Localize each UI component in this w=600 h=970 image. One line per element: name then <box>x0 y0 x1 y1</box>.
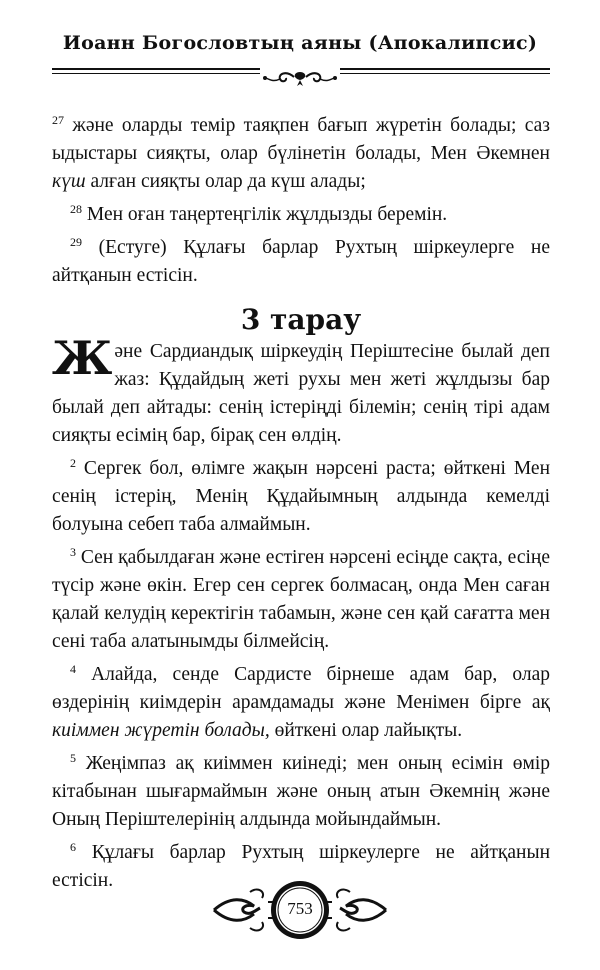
verse-number: 27 <box>52 113 64 127</box>
page-body <box>52 112 550 900</box>
verse-number: 2 <box>70 456 76 470</box>
verse-number: 28 <box>70 202 82 216</box>
verse-4: $^4$ Алайда, сенде Сардисте бірнеше адам бар, олар өздерінің киімдерін арамдамады және Менімен бірге ақ киіммен жүретін болады, өйткені олар лайықты. <box>52 662 551 741</box>
verse-number: 3 <box>70 545 76 559</box>
chapter-title: 3 тарау <box>240 303 362 336</box>
page-number: 753 <box>287 899 313 918</box>
verse-number: 6 <box>70 840 76 854</box>
verse-5: $^5$ Жеңімпаз ақ киіммен киінеді; мен оның есімін өмір кітабынан шығармаймын және оның атын Әкемнің және Оның Періштелерінің алдында мойындаймын. <box>52 751 551 830</box>
verse-29: $^{29}$ (Естуге) Құлағы барлар Рухтың шіркеулерге не айтқанын естісін. <box>52 235 551 286</box>
header-ornament-icon <box>260 66 340 90</box>
verse-2: $^2$ Сергек бол, өлімге жақын нәрсені раста; өйткені Мен сенің істерің, Менің Құдайымның алдында кемелді болуына себеп таба алмаймын. <box>52 456 551 535</box>
verse-number: 5 <box>70 751 76 765</box>
verse-number: 4 <box>70 662 76 676</box>
verse-3: $^3$ Сен қабылдаған және естіген нәрсені есіңде сақта, есіңе түсір және өкін. Егер сен сергек болмасаң, онда Мен саған қалай келудің керектігін табамын, және сен қай сағатта мен сені таба алатынымды білмейсің. <box>52 545 550 652</box>
verse-27: $^{27}$ және оларды темір таяқпен бағып жүретін болады; саз ыдыстары сияқты, олар бүлінетін болады, Мен Әкемнен күш алған сияқты олар да күш алады; <box>52 113 550 192</box>
chapter-intro: Және Сардиандық шіркеудің Періштесіне былай деп жаз: Құдайдың жеті рухы мен жеті жұлдызы бар былай деп айтады: сенің істеріңді білемін; сенің тірі адам сияқты есімің бар, бірақ сен өлдің. <box>52 331 550 446</box>
verse-6: $^6$ Құлағы барлар Рухтың шіркеулерге не айтқанын естісін. <box>52 840 551 891</box>
verse-number: 29 <box>70 235 82 249</box>
verse-28: $^{28}$ Мен оған таңертеңгілік жұлдызды беремін. <box>70 202 448 225</box>
drop-cap: Ж <box>52 331 113 385</box>
running-header: Иоанн Богословтың аяны (Апокалипсис) <box>62 32 538 54</box>
